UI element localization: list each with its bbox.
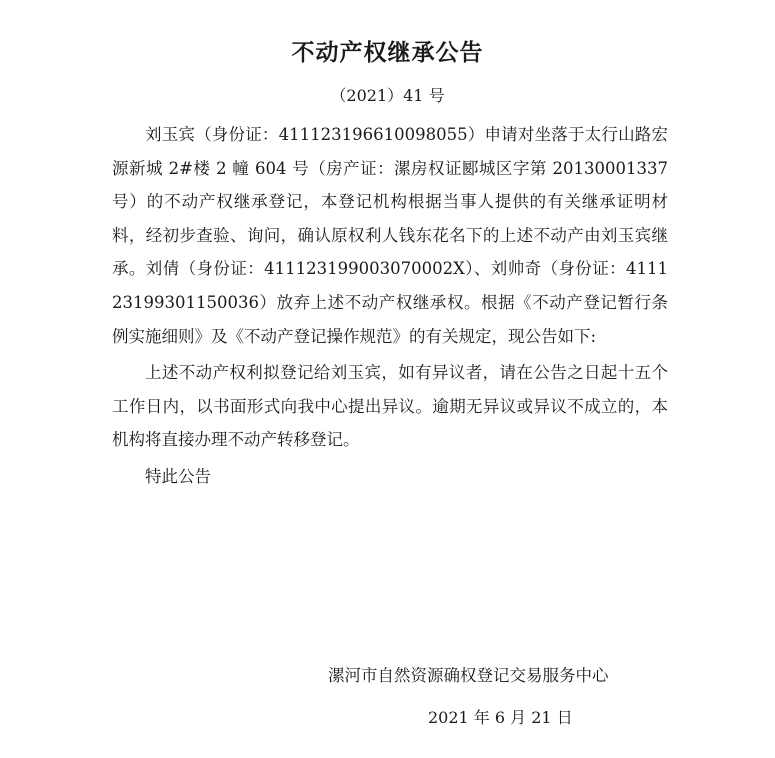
body-paragraph-application: 刘玉宾（身份证：411123196610098055）申请对坐落于太行山路宏源新城 2#楼 2 幢 604 号（房产证：漯房权证郾城区字第 20130001337 号）的不动产权继承登记，本登记机构根据当事人提供的有关继承证明材料，经初步查验、询问，确认原权利人钱东花名下的上述不动产由刘玉宾继承。刘倩（身份证：411123199003070002X）、刘帅奇（身份证：411123199301150036）放弃上述不动产权继承权。根据《不动产登记暂行条例实施细则》及《不动产登记操作规范》的有关规定，现公告如下: [112,125,668,346]
document-title: 不动产权继承公告 [291,40,484,66]
issuing-organization: 漯河市自然资源确权登记交易服务中心 [328,666,609,685]
document-number: （2021）41 号 [330,86,445,105]
issue-date: 2021 年 6 月 21 日 [428,708,573,727]
body-paragraph-closing: 特此公告 [145,466,211,486]
body-paragraph-objection-notice: 上述不动产权利拟登记给刘玉宾，如有异议者，请在公告之日起十五个工作日内，以书面形式向我中心提出异议。逾期无异议或异议不成立的，本机构将直接办理不动产转移登记。 [112,363,668,450]
document-body [112,118,668,494]
